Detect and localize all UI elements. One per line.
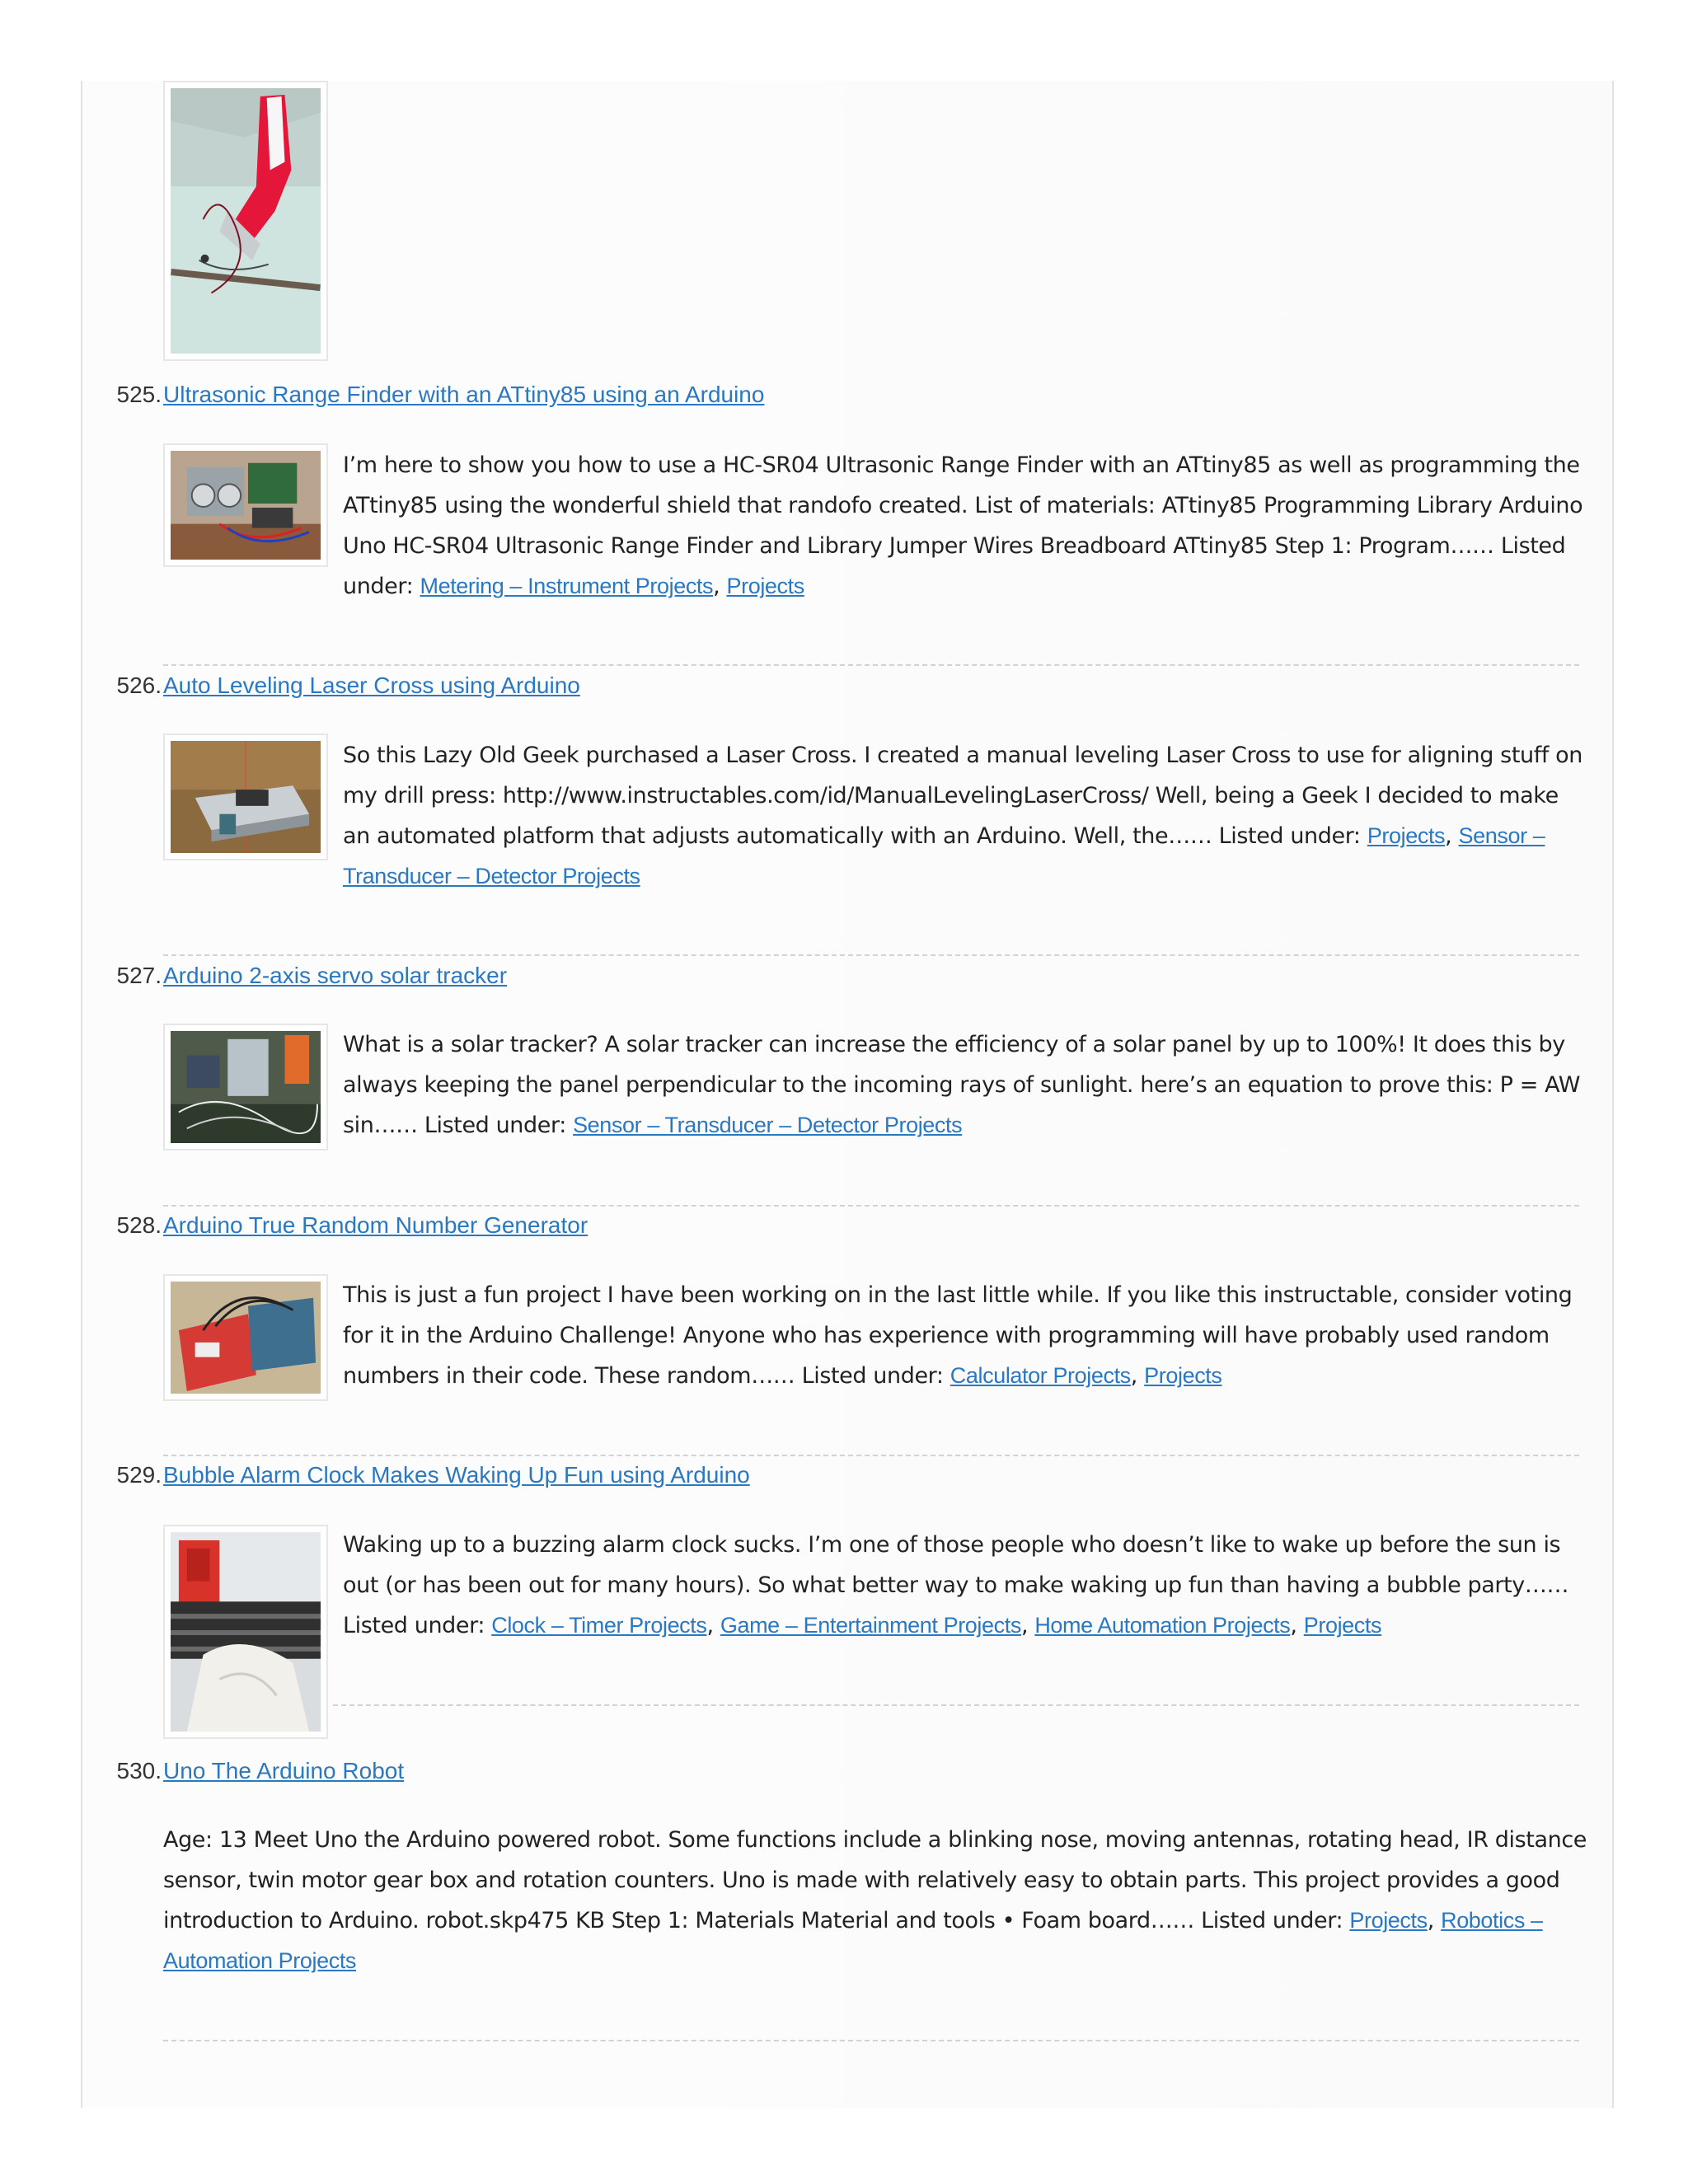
entry-thumbnail[interactable] [163, 1024, 328, 1151]
entry-title-link[interactable]: Uno The Arduino Robot [163, 1758, 405, 1783]
category-link[interactable]: Calculator Projects [950, 1363, 1131, 1388]
red-fixture-photo [171, 88, 321, 354]
laser-platform-photo [171, 741, 321, 853]
entry-thumbnail[interactable] [163, 1525, 328, 1739]
entry-description: Age: 13 Meet Uno the Arduino powered robot. Some functions include a blinking nose, moving antennas, rotating head, IR distance sensor, twin motor gear box and rotation counters. Uno is made with relatively easy to obtain parts. This project provides a good introduction to Arduino. robot.skp475 KB Step 1: Materials Material and tools • Foam board…… Listed under: Projects, Robotics – Automation Projects [163, 1827, 1587, 1973]
category-link[interactable]: Projects [1303, 1613, 1382, 1638]
category-link[interactable]: Robotics – Automation Projects [163, 1908, 1543, 1973]
entry-title-link[interactable]: Ultrasonic Range Finder with an ATtiny85 using an Arduino [163, 382, 765, 407]
entry-separator [333, 1704, 1579, 1706]
entry-summary: Waking up to a buzzing alarm clock sucks. I’m one of those people who doesn’t like to wake up before the sun is out (or has been out for many hours). So what better way to make waking up fun than having a bubble party…… Listed under: [343, 1532, 1569, 1638]
entry-number: 529. [116, 1462, 162, 1488]
entry-title-link[interactable]: Arduino True Random Number Generator [163, 1212, 588, 1238]
entry-thumbnail[interactable] [163, 1274, 328, 1401]
entry-separator [163, 1205, 1579, 1207]
entry-thumbnail[interactable] [163, 443, 328, 567]
entry-description [343, 1024, 1589, 1146]
entry-separator [163, 954, 1579, 956]
category-link[interactable]: Projects [1144, 1363, 1222, 1388]
category-link[interactable]: Projects [1349, 1908, 1428, 1933]
category-link[interactable]: Game – Entertainment Projects [720, 1613, 1021, 1638]
entry-separator [163, 1455, 1579, 1456]
category-link[interactable]: Projects [726, 574, 804, 598]
entry-number: 526. [116, 673, 162, 698]
entry-title-link[interactable]: Arduino 2-axis servo solar tracker [163, 963, 508, 988]
entry-summary: I’m here to show you how to use a HC-SR04 Ultrasonic Range Finder with an ATtiny85 as well as programming the ATtiny85 using the wonderful shield that randofo created. List of materials: ATtiny85 Programming Library Arduino Uno HC-SR04 Ultrasonic Range Finder and Library Jumper Wires Breadboard ATtiny85 Step 1: Program…… Listed under: [343, 452, 1583, 599]
project-image-top[interactable] [163, 81, 328, 361]
category-link[interactable]: Home Automation Projects [1034, 1613, 1291, 1638]
entry-number: 530. [116, 1758, 162, 1783]
entry-number: 527. [116, 963, 162, 988]
entry-summary: This is just a fun project I have been working on in the last little while. If you like this instructable, consider voting for it in the Arduino Challenge! Anyone who has experience with programming will have probably used random numbers in their code. These random…… Listed under: [343, 1282, 1573, 1389]
category-link[interactable]: Sensor – Transducer – Detector Projects [343, 823, 1545, 888]
entry-title-link[interactable]: Auto Leveling Laser Cross using Arduino [163, 673, 580, 698]
entry-description: So this Lazy Old Geek purchased a Laser Cross. I created a manual leveling Laser Cross to use for aligning stuff on my drill press: http://www.instructables.com/id/ManualLevelingLaserCross/ Well, being a Geek I decided to make an automated platform that adjusts automatically with an Arduino. Well, the…… Listed under: Projects, Sensor – Transducer – Detector Projects [343, 743, 1582, 888]
solar-tracker-photo [171, 1031, 321, 1143]
entry-separator [163, 664, 1579, 666]
entry-separator [163, 2040, 1579, 2041]
entry-description: This is just a fun project I have been working on in the last little while. If you like this instructable, consider voting for it in the Arduino Challenge! Anyone who has experience with programming will have probably used random numbers in their code. These random…… Listed under: Calculator Projects, Projects [343, 1282, 1573, 1389]
category-link[interactable]: Sensor – Transducer – Detector Projects [573, 1113, 963, 1137]
bedroom-alarm-photo [171, 1532, 321, 1732]
category-link[interactable]: Projects [1367, 823, 1446, 848]
entry-title-link[interactable]: Bubble Alarm Clock Makes Waking Up Fun using Arduino [163, 1462, 750, 1488]
entry-summary: So this Lazy Old Geek purchased a Laser Cross. I created a manual leveling Laser Cross to use for aligning stuff on my drill press: http://www.instructables.com/id/ManualLevelingLaserCross/ Well, being a Geek I decided to make an automated platform that adjusts automatically with an Arduino. Well, the…… Listed under: [343, 743, 1582, 849]
arduino-boards-photo [171, 1282, 321, 1394]
entry-description: Waking up to a buzzing alarm clock sucks. I’m one of those people who doesn’t like to wake up before the sun is out (or has been out for many hours). So what better way to make waking up fun than having a bubble party…… Listed under: Clock – Timer Projects, Game – Entertainment Projects, Home Automation Projects, Projects [343, 1532, 1569, 1638]
entry-number: 525. [116, 382, 162, 407]
category-link[interactable]: Clock – Timer Projects [491, 1613, 707, 1638]
category-link[interactable]: Metering – Instrument Projects [420, 574, 714, 598]
entry-description: I’m here to show you how to use a HC-SR04 Ultrasonic Range Finder with an ATtiny85 as well as programming the ATtiny85 using the wonderful shield that randofo created. List of materials: ATtiny85 Programming Library Arduino Uno HC-SR04 Ultrasonic Range Finder and Library Jumper Wires Breadboard ATtiny85 Step 1: Program…… Listed under: Metering – Instrument Projects, Projects [343, 452, 1583, 599]
entry-summary: Age: 13 Meet Uno the Arduino powered robot. Some functions include a blinking nose, moving antennas, rotating head, IR distance sensor, twin motor gear box and rotation counters. Uno is made with relatively easy to obtain parts. This project provides a good introduction to Arduino. robot.skp475 KB Step 1: Materials Material and tools • Foam board…… Listed under: [163, 1827, 1587, 1933]
sensor-breadboard-photo [171, 451, 321, 560]
entry-summary: What is a solar tracker? A solar tracker can increase the efficiency of a solar panel by up to 100%! It does this by always keeping the panel perpendicular to the incoming rays of sunlight. here’s an equation to prove this: P = AW sin…… Listed under: [343, 1032, 1581, 1138]
entry-thumbnail[interactable] [163, 733, 328, 860]
entry-number: 528. [116, 1212, 162, 1238]
